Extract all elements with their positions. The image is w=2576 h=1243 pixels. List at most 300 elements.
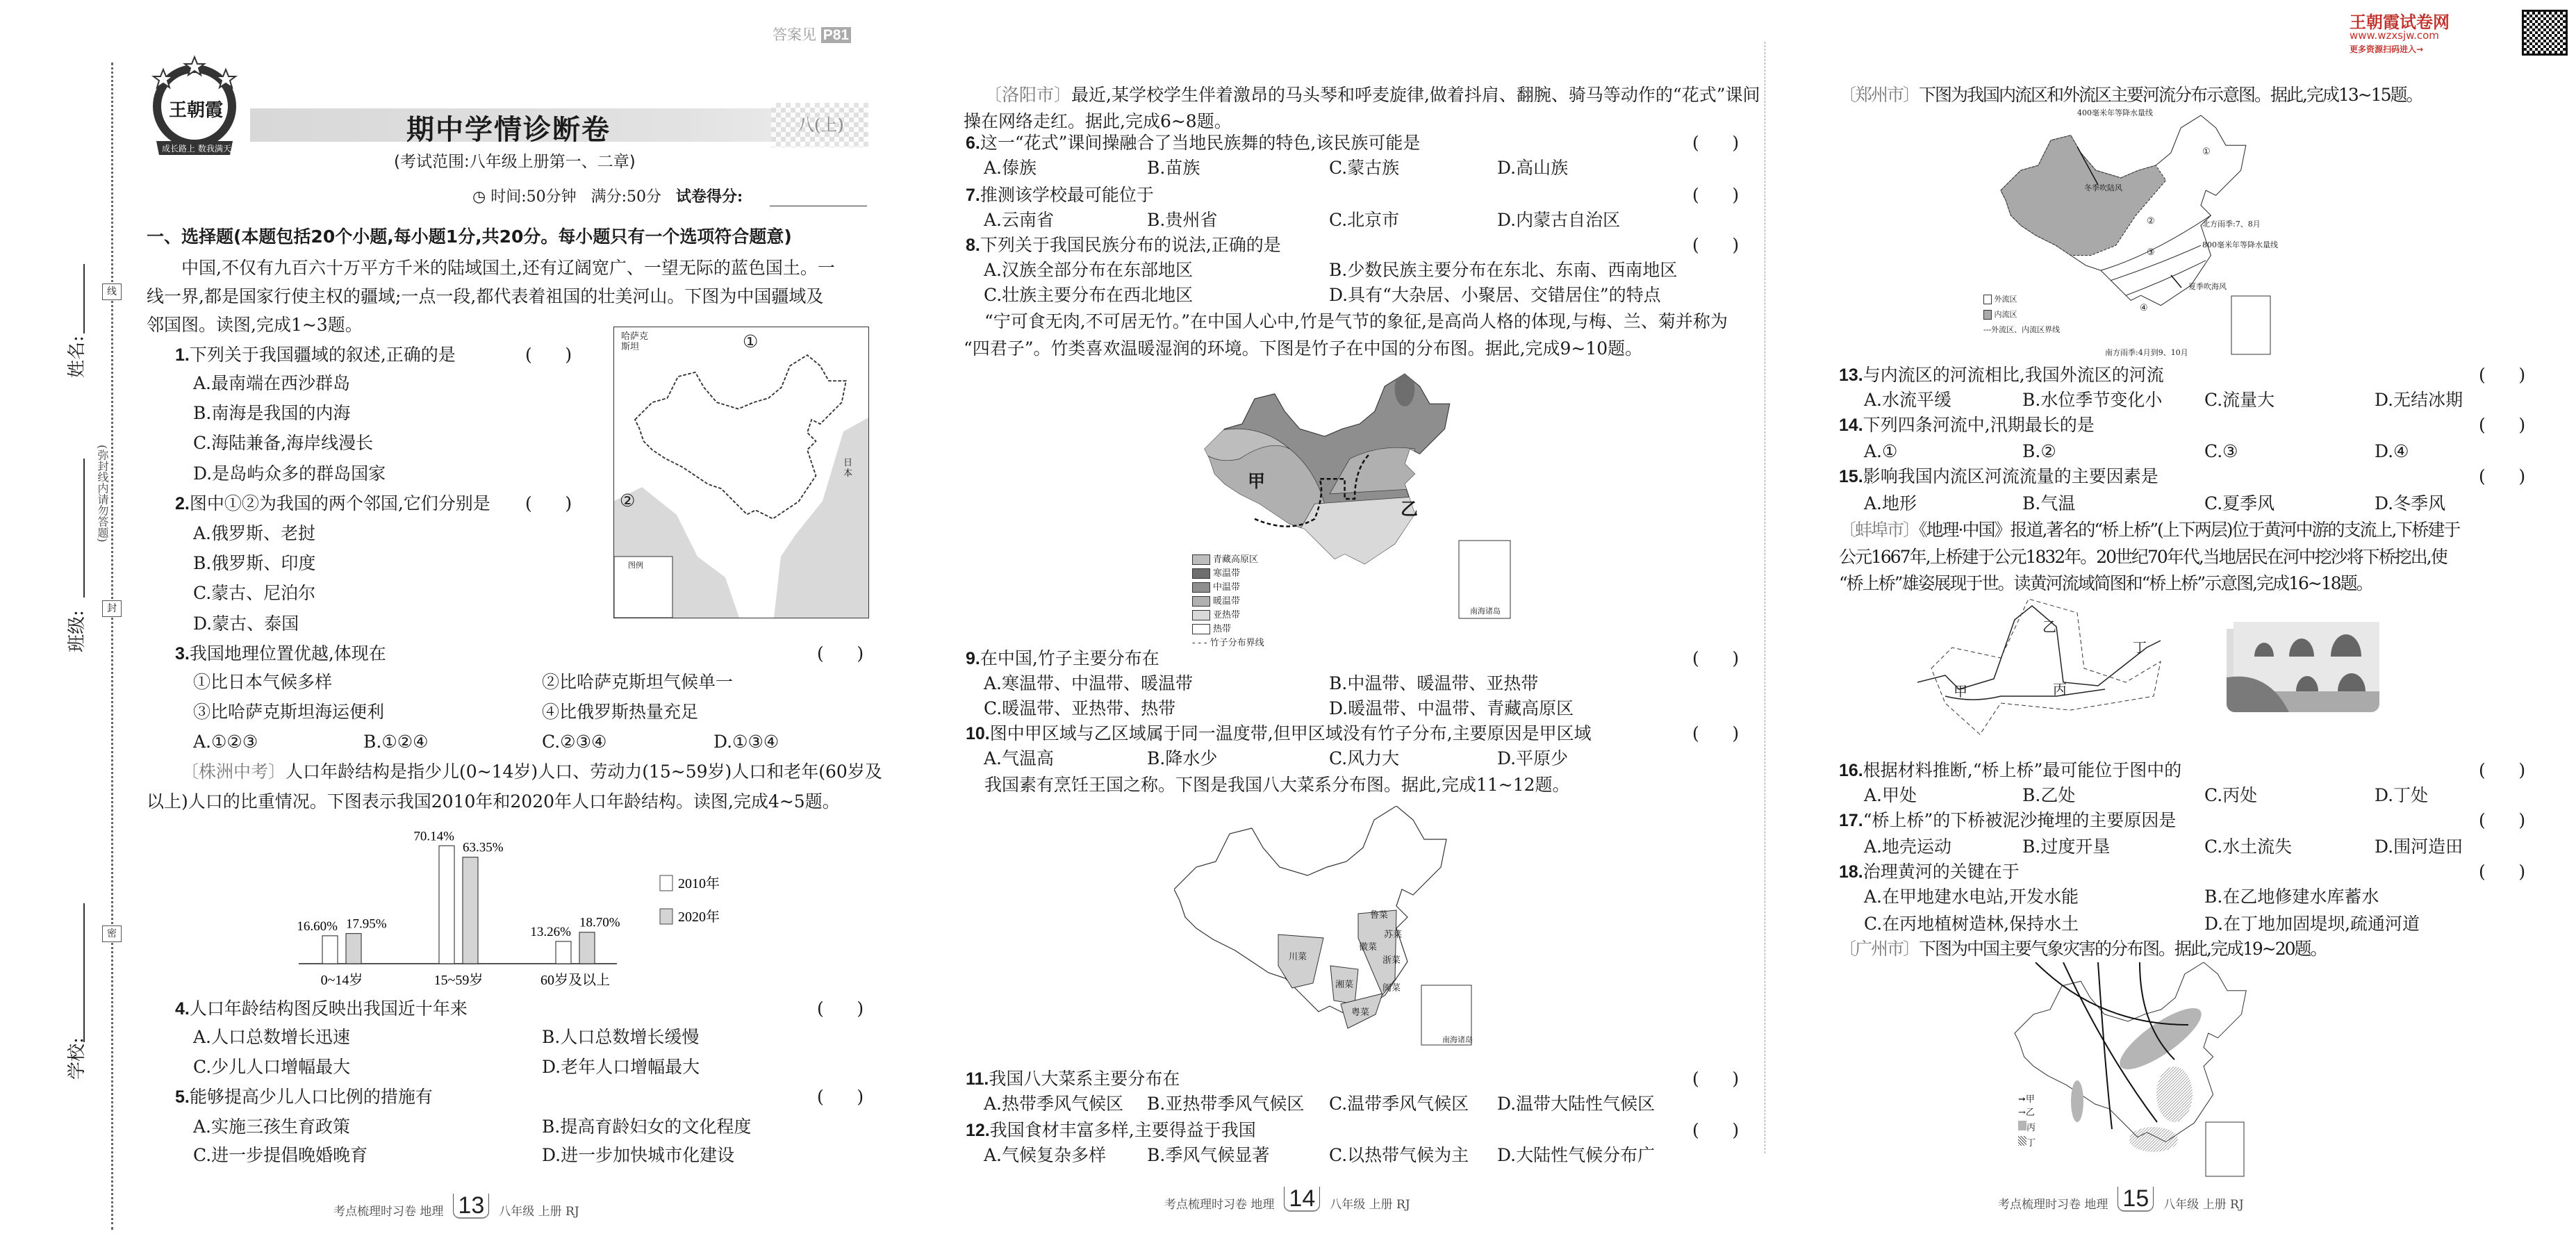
cuisine-label: 川菜 <box>1289 952 1307 962</box>
option-d[interactable]: D.丁处 <box>2375 785 2429 805</box>
footer-right: 八年级 上册 RJ <box>2163 1198 2244 1212</box>
legend-swatch <box>660 909 672 924</box>
option-a[interactable]: A.水流平缓 <box>1864 390 1952 410</box>
question-text: 根据材料推断,“桥上桥”最可能位于图中的 <box>1863 760 2182 780</box>
binding-dotted-line <box>111 63 113 1230</box>
legend-swatch <box>1192 582 1210 593</box>
bar-2010年 <box>439 846 454 964</box>
legend-item <box>1192 582 1264 593</box>
passage-line <box>181 258 835 279</box>
option-a[interactable]: A.最南端在西沙群岛 <box>193 373 351 393</box>
site-logo <box>2350 8 2572 58</box>
option-c[interactable]: C.以热带气候为主 <box>1329 1145 1469 1165</box>
answer-blank[interactable]: ( ) <box>1692 723 1740 743</box>
answer-blank[interactable]: ( ) <box>1692 235 1740 255</box>
option-a[interactable]: A.气温高 <box>984 748 1055 768</box>
exam-full-score: 满分:50分 <box>591 188 662 206</box>
option-c[interactable]: C.进一步提倡晚婚晚育 <box>193 1145 368 1165</box>
statement-item: ④比俄罗斯热量充足 <box>542 702 699 722</box>
passage-line <box>1839 547 2447 568</box>
option-b[interactable]: B.气温 <box>2022 493 2076 513</box>
grade-badge: 八(上) <box>798 115 844 135</box>
legend-item <box>1192 624 1264 634</box>
passage-line <box>1839 939 2327 960</box>
answer-blank[interactable]: ( ) <box>2479 862 2526 882</box>
category-label: 0~14岁 <box>320 973 363 988</box>
option-b[interactable]: B.①②④ <box>363 732 429 752</box>
exam-scope: (考试范围:八年级上册第一、二章) <box>394 153 636 171</box>
option-c[interactable]: C.流量大 <box>2204 390 2275 410</box>
option-d[interactable]: D.冬季风 <box>2375 493 2446 513</box>
legend-label: 竹子分布界线 <box>1209 638 1264 648</box>
option-d[interactable]: D.大陆性气候分布广 <box>1497 1145 1656 1165</box>
option-d[interactable]: D.内蒙古自治区 <box>1497 210 1621 230</box>
location-label: 甲 <box>1954 683 1967 700</box>
cuisine-label: 苏菜 <box>1384 930 1403 940</box>
question-number: 13. <box>1839 365 1863 385</box>
cuisine-map-graphic <box>1174 806 1494 1046</box>
bar-2020年 <box>463 857 478 964</box>
legend-label: 青藏高原区 <box>1213 554 1259 565</box>
option-c[interactable]: C.风力大 <box>1329 748 1400 768</box>
question-text: 治理黄河的关键在于 <box>1863 862 2020 882</box>
clock-icon: ◷ <box>472 188 486 206</box>
legend-label: 中温带 <box>1213 582 1241 593</box>
label-japan: 日本 <box>843 458 853 479</box>
option-b[interactable]: B.季风气候显著 <box>1147 1145 1270 1165</box>
bar-value-label: 17.95% <box>346 916 387 932</box>
passage-line <box>1839 85 2422 106</box>
bridge-photo-graphic <box>2227 601 2379 712</box>
question-stem <box>1839 810 2176 831</box>
legend-dash-icon: --- <box>1983 325 1992 334</box>
population-chart <box>292 820 764 994</box>
name-field[interactable] <box>83 264 85 334</box>
footer-left: 考点梳理时习卷 地理 <box>1164 1198 1275 1212</box>
question-stem <box>1839 760 2181 781</box>
river-mark: ② <box>2147 216 2155 227</box>
option-a[interactable]: A.人口总数增长迅速 <box>193 1027 351 1047</box>
question-number: 5. <box>175 1087 190 1107</box>
passage-line <box>984 775 1570 796</box>
legend-swatch <box>1192 624 1210 634</box>
school-field[interactable] <box>83 903 85 1042</box>
option-a[interactable]: A.云南省 <box>984 210 1055 230</box>
logo-brand: 王朝霞 <box>169 100 224 121</box>
option-b[interactable]: B.少数民族主要分布在东北、东南、西南地区 <box>1329 260 1678 280</box>
passage-text: 下图为中国主要气象灾害的分布图。据此,完成19~20题。 <box>1919 939 2327 959</box>
answer-blank[interactable]: ( ) <box>2479 760 2526 780</box>
legend-title: 图例 <box>628 561 643 570</box>
river-mark: ④ <box>2140 303 2148 313</box>
question-number: 16. <box>1839 761 1863 780</box>
passage-line <box>1839 520 2459 541</box>
option-b[interactable]: B.南海是我国的内海 <box>193 403 351 423</box>
question-text: 人口年龄结构图反映出我国近十年来 <box>189 998 468 1019</box>
question-stem <box>966 185 1154 206</box>
bar-value-label: 63.35% <box>463 840 504 855</box>
option-d[interactable]: D.①③④ <box>713 732 779 752</box>
disaster-legend <box>2018 1094 2036 1149</box>
answer-blank[interactable]: ( ) <box>2479 466 2526 486</box>
legend-item <box>1192 610 1264 620</box>
option-d[interactable]: D.蒙古、泰国 <box>193 614 299 634</box>
river-regions-map <box>1973 108 2306 359</box>
question-text: 下列关于我国民族分布的说法,正确的是 <box>980 235 1281 255</box>
passage-text: 中国,不仅有九百六十万平方千米的陆域国土,还有辽阔宽广、一望无际的蓝色国土。一 <box>181 258 835 278</box>
passage-line <box>984 85 1760 106</box>
yellow-river-map <box>1917 599 2168 738</box>
legend-item <box>1192 596 1264 607</box>
question-text: 下列关于我国疆域的叙述,正确的是 <box>189 345 456 365</box>
option-a[interactable]: A.① <box>1864 441 1898 461</box>
legend-item <box>1192 568 1264 579</box>
question-text: 推测该学校最可能位于 <box>980 185 1154 205</box>
answer-blank[interactable]: ( ) <box>817 643 864 664</box>
option-d[interactable]: D.进一步加快城市化建设 <box>542 1145 735 1165</box>
option-b[interactable]: B.亚热带季风气候区 <box>1147 1094 1305 1114</box>
question-number: 10. <box>966 724 990 743</box>
option-b[interactable]: B.提高育龄妇女的文化程度 <box>542 1117 752 1137</box>
footer-left: 考点梳理时习卷 地理 <box>333 1205 444 1219</box>
option-a[interactable]: A.汉族全部分布在东部地区 <box>984 260 1194 280</box>
label-summer-wind: 夏季吹海风 <box>2188 282 2227 291</box>
bar-2010年 <box>322 936 338 964</box>
river-mark: ① <box>2202 147 2211 157</box>
page-number: 14 <box>1284 1187 1320 1212</box>
answer-blank[interactable]: ( ) <box>2479 365 2526 385</box>
legend-label: 2020年 <box>678 909 720 925</box>
question-stem <box>966 1120 1256 1141</box>
location-label: 乙 <box>2042 618 2056 635</box>
option-d[interactable]: D.在丁地加固堤坝,疏通河道 <box>2204 914 2420 934</box>
binding-mark: 线 <box>102 283 122 300</box>
legend-endorheic: 内流区 <box>1994 310 2017 319</box>
option-b[interactable]: B.乙处 <box>2022 785 2076 805</box>
legend-c: 丙 <box>2026 1123 2036 1133</box>
label-400mm-isohyet: 400毫米年等降水量线 <box>2077 108 2153 117</box>
bar-2010年 <box>556 941 571 964</box>
legend-swatch <box>1983 310 1992 320</box>
question-number: 9. <box>966 649 980 668</box>
option-d[interactable]: D.温带大陆性气候区 <box>1497 1094 1656 1114</box>
question-number: 4. <box>175 999 190 1019</box>
passage-source: 〔蚌埠市〕 <box>1839 520 1919 540</box>
option-b[interactable]: B.中温带、暖温带、亚热带 <box>1329 673 1539 693</box>
question-stem <box>966 648 1159 669</box>
location-label: 丁 <box>2133 639 2147 656</box>
question-stem <box>966 133 1420 154</box>
option-c[interactable]: C.在丙地植树造林,保持水土 <box>1864 914 2079 934</box>
option-d[interactable]: D.老年人口增幅最大 <box>542 1057 700 1077</box>
passage-line <box>964 338 1642 359</box>
question-text: 图中①②为我国的两个邻国,它们分别是 <box>189 493 490 513</box>
bamboo-legend <box>1192 554 1264 648</box>
legend-swatch <box>2018 1121 2026 1130</box>
legend-b: 乙 <box>2025 1108 2035 1118</box>
question-stem <box>175 643 386 664</box>
site-url[interactable]: www.wzxsjw.com <box>2350 29 2439 42</box>
answer-blank[interactable]: ( ) <box>817 998 864 1019</box>
option-d[interactable]: D.是岛屿众多的群岛国家 <box>193 463 386 484</box>
option-d[interactable]: D.具有“大杂居、小聚居、交错居住”的特点 <box>1329 285 1661 305</box>
cuisine-label: 浙菜 <box>1382 955 1401 966</box>
option-c[interactable]: C.壮族主要分布在西北地区 <box>984 285 1194 305</box>
question-stem <box>1839 862 2020 882</box>
passage-line <box>147 315 363 336</box>
legend-a: 甲 <box>2025 1094 2035 1105</box>
question-number: 6. <box>966 133 980 153</box>
site-name: 王朝霞试卷网 <box>2350 13 2450 32</box>
passage-text: 邻国图。读图,完成1~3题。 <box>147 315 363 335</box>
option-c[interactable]: C.北京市 <box>1329 210 1400 230</box>
question-text: 我国八大菜系主要分布在 <box>989 1069 1180 1089</box>
option-a[interactable]: A.①②③ <box>193 732 258 752</box>
option-a[interactable]: A.地壳运动 <box>1864 837 1952 857</box>
legend-swatch <box>2018 1136 2026 1146</box>
cuisine-label: 粤菜 <box>1351 1007 1370 1018</box>
option-d[interactable]: D.平原少 <box>1497 748 1569 768</box>
option-c[interactable]: C.少儿人口增幅最大 <box>193 1057 351 1077</box>
question-number: 15. <box>1839 467 1863 486</box>
exam-time: 时间:50分钟 <box>490 188 577 206</box>
option-b[interactable]: B.俄罗斯、印度 <box>193 553 316 573</box>
score-label: 试卷得分: <box>676 188 743 206</box>
option-c[interactable]: C.海陆兼备,海岸线漫长 <box>193 433 374 453</box>
passage-text: 以上)人口的比重情况。下图表示我国2010年和2020年人口年龄结构。读图,完成4~5题。 <box>147 791 840 812</box>
disaster-map-graphic <box>2001 962 2265 1178</box>
question-number: 3. <box>175 644 190 664</box>
question-text: “桥上桥”的下桥被泥沙掩埋的主要原因是 <box>1863 810 2177 830</box>
option-a[interactable]: A.地形 <box>1864 493 1917 513</box>
question-text: 这一“花式”课间操融合了当地民族舞的特色,该民族可能是 <box>980 133 1421 153</box>
statement-item: ③比哈萨克斯坦海运便利 <box>193 702 385 722</box>
option-d[interactable]: D.暖温带、中温带、青藏高原区 <box>1329 698 1574 718</box>
question-text: 与内流区的河流相比,我国外流区的河流 <box>1863 365 2164 385</box>
bar-2020年 <box>579 932 595 964</box>
question-number: 14. <box>1839 415 1863 435</box>
passage-source: 〔广州市〕 <box>1839 939 1919 959</box>
question-text: 在中国,竹子主要分布在 <box>980 648 1159 668</box>
cuisine-label: 徽菜 <box>1359 942 1378 953</box>
question-stem <box>1839 466 2158 487</box>
question-stem <box>966 1069 1180 1089</box>
question-number: 7. <box>966 186 980 205</box>
option-d[interactable]: D.④ <box>2375 441 2409 461</box>
option-b[interactable]: B.过度开垦 <box>2022 837 2111 857</box>
question-number: 2. <box>175 494 190 513</box>
footer-left: 考点梳理时习卷 地理 <box>1998 1198 2108 1212</box>
territory-map-graphic <box>614 327 868 618</box>
bar-value-label: 13.26% <box>530 924 571 939</box>
category-label: 60岁及以上 <box>540 973 610 988</box>
passage-text: 公元1667年,上桥建于公元1832年。20世纪70年代,当地居民在河中挖沙将下桥挖出,使 <box>1839 547 2447 567</box>
option-b[interactable]: B.降水少 <box>1147 748 1218 768</box>
option-c[interactable]: C.暖温带、亚热带、热带 <box>984 698 1176 718</box>
option-c[interactable]: C.③ <box>2204 441 2238 461</box>
question-stem <box>966 235 1281 256</box>
name-label: 姓名: <box>66 336 88 378</box>
option-b[interactable]: B.贵州省 <box>1147 210 1218 230</box>
bar-value-label: 70.14% <box>413 829 454 844</box>
river-legend <box>1983 295 2060 334</box>
legend-swatch <box>1192 596 1210 607</box>
passage-text: 我国素有烹饪王国之称。下图是我国八大菜系分布图。据此,完成11~12题。 <box>984 775 1570 795</box>
passage-text: 操在网络走红。据此,完成6~8题。 <box>964 111 1232 131</box>
passage-line <box>147 791 840 812</box>
passage-text: 下图为我国内流区和外流区主要河流分布示意图。据此,完成13~15题。 <box>1919 85 2422 105</box>
answer-blank[interactable]: ( ) <box>525 345 572 365</box>
option-c[interactable]: C.②③④ <box>542 732 607 752</box>
page-number: 13 <box>453 1194 489 1219</box>
option-a[interactable]: A.实施三孩生育政策 <box>193 1117 351 1137</box>
statement-item: ②比哈萨克斯坦气候单一 <box>542 672 734 692</box>
option-b[interactable]: B.水位季节变化小 <box>2022 390 2163 410</box>
option-b[interactable]: B.苗族 <box>1147 158 1200 178</box>
cuisine-label: 闽菜 <box>1382 983 1401 994</box>
bar-2020年 <box>346 934 361 964</box>
option-c[interactable]: C.蒙古、尼泊尔 <box>193 583 316 603</box>
legend-boundary: 外流区、内流区界线 <box>1991 325 2061 334</box>
option-a[interactable]: A.俄罗斯、老挝 <box>193 523 316 543</box>
answer-blank[interactable]: ( ) <box>1692 185 1740 205</box>
option-c[interactable]: C.水土流失 <box>2204 837 2293 857</box>
exam-meta <box>472 186 743 208</box>
answer-blank[interactable]: ( ) <box>525 493 572 513</box>
option-c[interactable]: C.夏季风 <box>2204 493 2275 513</box>
question-stem <box>175 345 456 365</box>
option-b[interactable]: B.② <box>2022 441 2056 461</box>
question-stem <box>175 998 468 1019</box>
page-footer <box>1998 1187 2244 1212</box>
school-label: 学校: <box>66 1037 88 1080</box>
passage-text: 线一界,都是国家行使主权的疆域;一点一段,都代表着祖国的壮美河山。下图为中国疆域及 <box>147 286 824 306</box>
page-footer <box>1164 1187 1410 1212</box>
inset-label: 南海诸岛 <box>1470 607 1501 616</box>
legend-exorheic: 外流区 <box>1994 295 2017 304</box>
option-a[interactable]: A.甲处 <box>1864 785 1917 805</box>
legend-label: 亚热带 <box>1213 610 1241 620</box>
class-field[interactable] <box>83 459 85 598</box>
answer-blank[interactable]: ( ) <box>1692 1069 1740 1089</box>
footer-right: 八年级 上册 RJ <box>1330 1198 1410 1212</box>
class-label: 班级: <box>66 610 88 652</box>
option-a[interactable]: A.寒温带、中温带、暖温带 <box>984 673 1194 693</box>
answer-blank[interactable]: ( ) <box>1692 133 1740 153</box>
territory-map <box>613 327 869 618</box>
question-text: 我国地理位置优越,体现在 <box>189 643 386 664</box>
passage-text: “四君子”。竹类喜欢温暖湿润的环境。下图是竹子在中国的分布图。据此,完成9~10题。 <box>964 338 1643 359</box>
category-label: 15~59岁 <box>434 973 484 988</box>
label-kazakhstan: 哈萨克斯坦 <box>621 331 649 352</box>
question-stem <box>1839 415 2095 436</box>
option-b[interactable]: B.人口总数增长缓慢 <box>542 1027 700 1047</box>
option-d[interactable]: D.高山族 <box>1497 158 1569 178</box>
label-south-rainy-season: 南方雨季:4月到9、10月 <box>2105 348 2188 357</box>
logo-slogan: 成长路上 数我满天 <box>162 144 231 154</box>
option-c[interactable]: C.丙处 <box>2204 785 2258 805</box>
legend-swatch <box>1983 295 1992 304</box>
page-number: 15 <box>2117 1187 2154 1212</box>
question-text: 图中甲区域与乙区域属于同一温度带,但甲区域没有竹子分布,主要原因是甲区域 <box>989 723 1592 743</box>
zone-b-label: 乙 <box>1401 499 1419 519</box>
location-label: 丙 <box>2053 681 2067 698</box>
option-d[interactable]: D.围河造田 <box>2375 837 2463 857</box>
cuisine-label: 鲁菜 <box>1370 910 1389 921</box>
arrow-thick-icon: ➞ <box>2018 1094 2026 1105</box>
passage-source: 〔洛阳市〕 <box>984 85 1072 105</box>
option-c[interactable]: C.蒙古族 <box>1329 158 1400 178</box>
legend-label: 寒温带 <box>1213 568 1241 579</box>
binding-mark: 密 <box>102 925 122 942</box>
legend-label: 热带 <box>1213 624 1232 634</box>
passage-text: “桥上桥”雄姿展现于世。读黄河流域简图和“桥上桥”示意图,完成16~18题。 <box>1839 573 2372 593</box>
river-mark: ③ <box>2147 247 2155 258</box>
answer-blank[interactable]: ( ) <box>2479 415 2526 435</box>
site-cta: 更多资源扫码进入→ <box>2350 44 2424 54</box>
legend-item <box>1192 638 1264 648</box>
option-a[interactable]: A.在甲地建水电站,开发水能 <box>1864 887 2079 907</box>
option-a[interactable]: A.傣族 <box>984 158 1037 178</box>
arrow-thin-icon: → <box>2018 1108 2026 1118</box>
passage-line <box>984 311 1728 332</box>
passage-line <box>1839 573 2372 594</box>
statement-item: ①比日本气候多样 <box>193 672 333 692</box>
legend-swatch <box>660 875 672 891</box>
inset-label: 南海诸岛 <box>1442 1035 1473 1044</box>
page-title: 期中学情诊断卷 <box>406 114 611 146</box>
cuisine-map <box>1174 806 1494 1046</box>
cuisine-label: 湘菜 <box>1335 980 1354 990</box>
question-stem <box>175 493 490 514</box>
question-text: 下列四条河流中,汛期最长的是 <box>1863 415 2095 435</box>
population-chart-svg <box>292 820 764 994</box>
option-a[interactable]: A.气候复杂多样 <box>984 1145 1107 1165</box>
logo <box>142 54 247 158</box>
option-b[interactable]: B.在乙地修建水库蓄水 <box>2204 887 2379 907</box>
dashed-line-icon: - - - <box>1192 638 1210 648</box>
label-neighbor-2: ② <box>620 491 636 511</box>
legend-swatch <box>1192 554 1210 565</box>
answer-ref <box>773 24 851 46</box>
section-heading: 一、选择题(本题包括20个小题,每小题1分,共20分。每小题只有一个选项符合题意) <box>147 227 792 247</box>
binding-notice: (弥封线内请勿答题) <box>96 445 109 543</box>
answer-blank[interactable]: ( ) <box>1692 648 1740 668</box>
passage-text: 《地理·中国》报道,著名的“桥上桥”(上下两层)位于黄河中游的支流上,下桥建于 <box>1919 520 2460 540</box>
question-number: 18. <box>1839 862 1863 882</box>
question-number: 1. <box>175 345 190 365</box>
option-c[interactable]: C.温带季风气候区 <box>1329 1094 1469 1114</box>
question-number: 8. <box>966 236 980 255</box>
label-north-rainy-season: 北方雨季:7、8月 <box>2202 220 2261 229</box>
question-number: 11. <box>966 1069 989 1089</box>
question-number: 12. <box>966 1121 990 1140</box>
question-text: 能够提高少儿人口比例的措施有 <box>189 1087 433 1107</box>
page-footer <box>333 1194 579 1219</box>
legend-d: 丁 <box>2026 1138 2036 1149</box>
answer-blank[interactable]: ( ) <box>817 1087 864 1107</box>
footer-right: 八年级 上册 RJ <box>499 1205 579 1219</box>
question-stem <box>966 723 1592 744</box>
option-d[interactable]: D.无结冰期 <box>2375 390 2463 410</box>
bridge-photo <box>2227 601 2379 712</box>
label-neighbor-1: ① <box>743 331 759 352</box>
option-a[interactable]: A.热带季风气候区 <box>984 1094 1124 1114</box>
qr-code-icon[interactable] <box>2522 10 2568 56</box>
answer-blank[interactable]: ( ) <box>2479 810 2526 830</box>
answer-blank[interactable]: ( ) <box>1692 1120 1740 1140</box>
answer-ref-label: 答案见 <box>773 26 816 43</box>
